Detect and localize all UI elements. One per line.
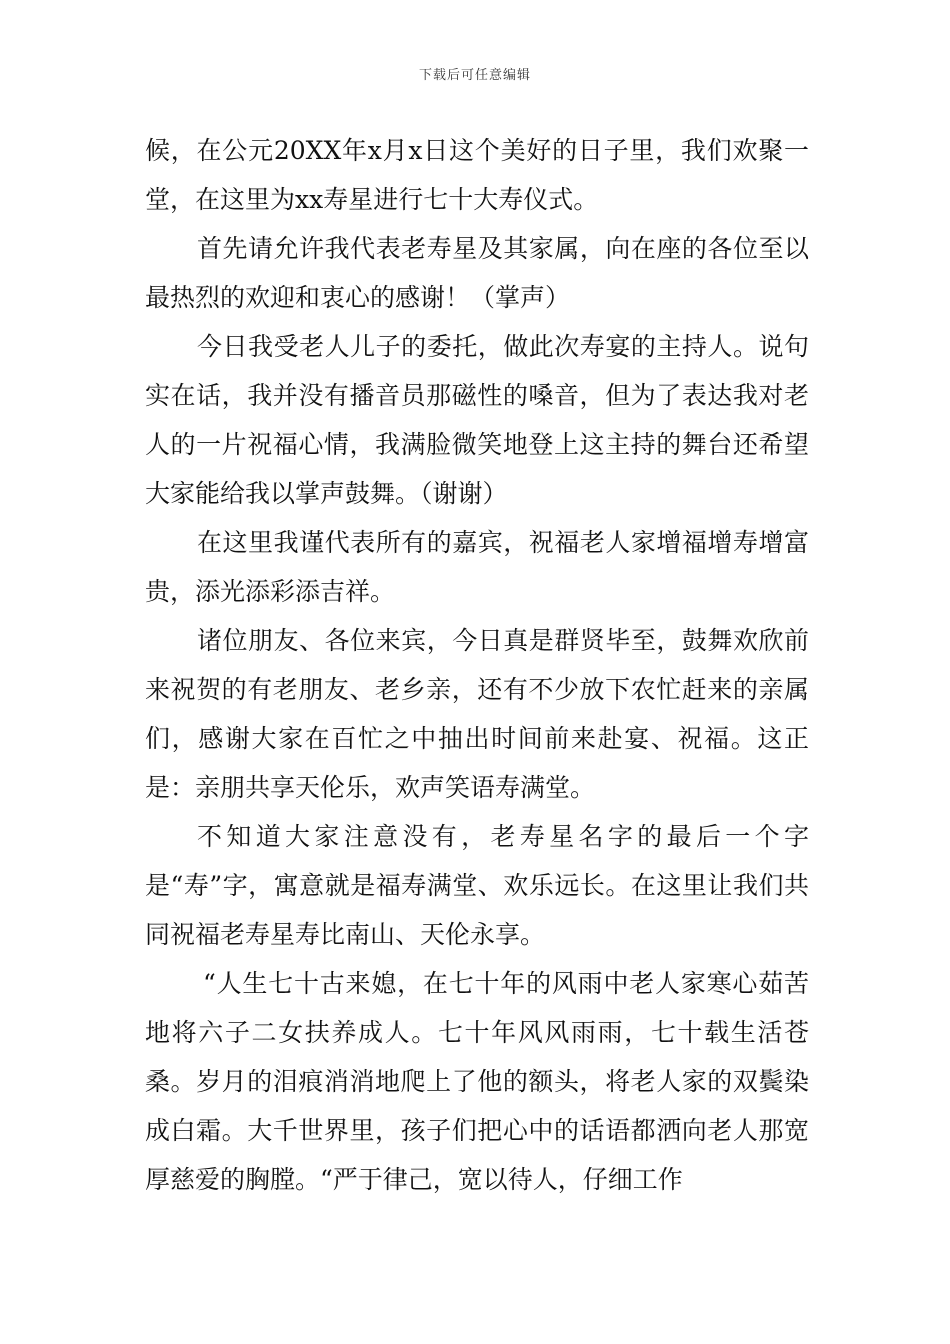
paragraph-life-story: “人生七十古来媳，在七十年的风雨中老人家寒心茹苦地将六子二女扶养成人。七十年风风雨雨，七十载生活苍桑。岁月的泪痕消消地爬上了他的额头，将老人家的双鬓染成白霜。大千世界里，孩子们把心中的话语都洒向老人那宽厚慈爱的胸膛。“严于律己，宽以待人，仔细工作 [145,969,809,1194]
paragraph-continuation: 候，在公元20XX年x月x日这个美好的日子里，我们欢聚一堂，在这里为xx寿星进行七十大寿仪式。 [145,136,809,214]
paragraph-host-intro: 今日我受老人儿子的委托，做此次寿宴的主持人。说句实在话，我并没有播音员那磁性的嗓音，但为了表达我对老人的一片祝福心情，我满脸微笑地登上这主持的舞台还希望大家能给我以掌声鼓舞。（谢谢） [145,332,809,508]
paragraph-name-meaning: 不知道大家注意没有，老寿星名字的最后一个字是“寿”字，寓意就是福寿满堂、欢乐远长。在这里让我们共同祝福老寿星寿比南山、天伦永享。 [145,822,809,949]
document-body [145,126,809,1204]
page-header-note: 下载后可任意编辑 [418,68,531,83]
paragraph-guests: 诸位朋友、各位来宾，今日真是群贤毕至，鼓舞欢欣前来祝贺的有老朋友、老乡亲，还有不少放下农忙赶来的亲属们，感谢大家在百忙之中抽出时间前来赴宴、祝福。这正是：亲朋共享天伦乐，欢声笑语寿满堂。 [145,626,809,802]
paragraph-blessing: 在这里我谨代表所有的嘉宾，祝福老人家增福增寿增富贵，添光添彩添吉祥。 [145,528,809,606]
paragraph-welcome: 首先请允许我代表老寿星及其家属，向在座的各位至以最热烈的欢迎和衷心的感谢！（掌声） [145,234,809,312]
